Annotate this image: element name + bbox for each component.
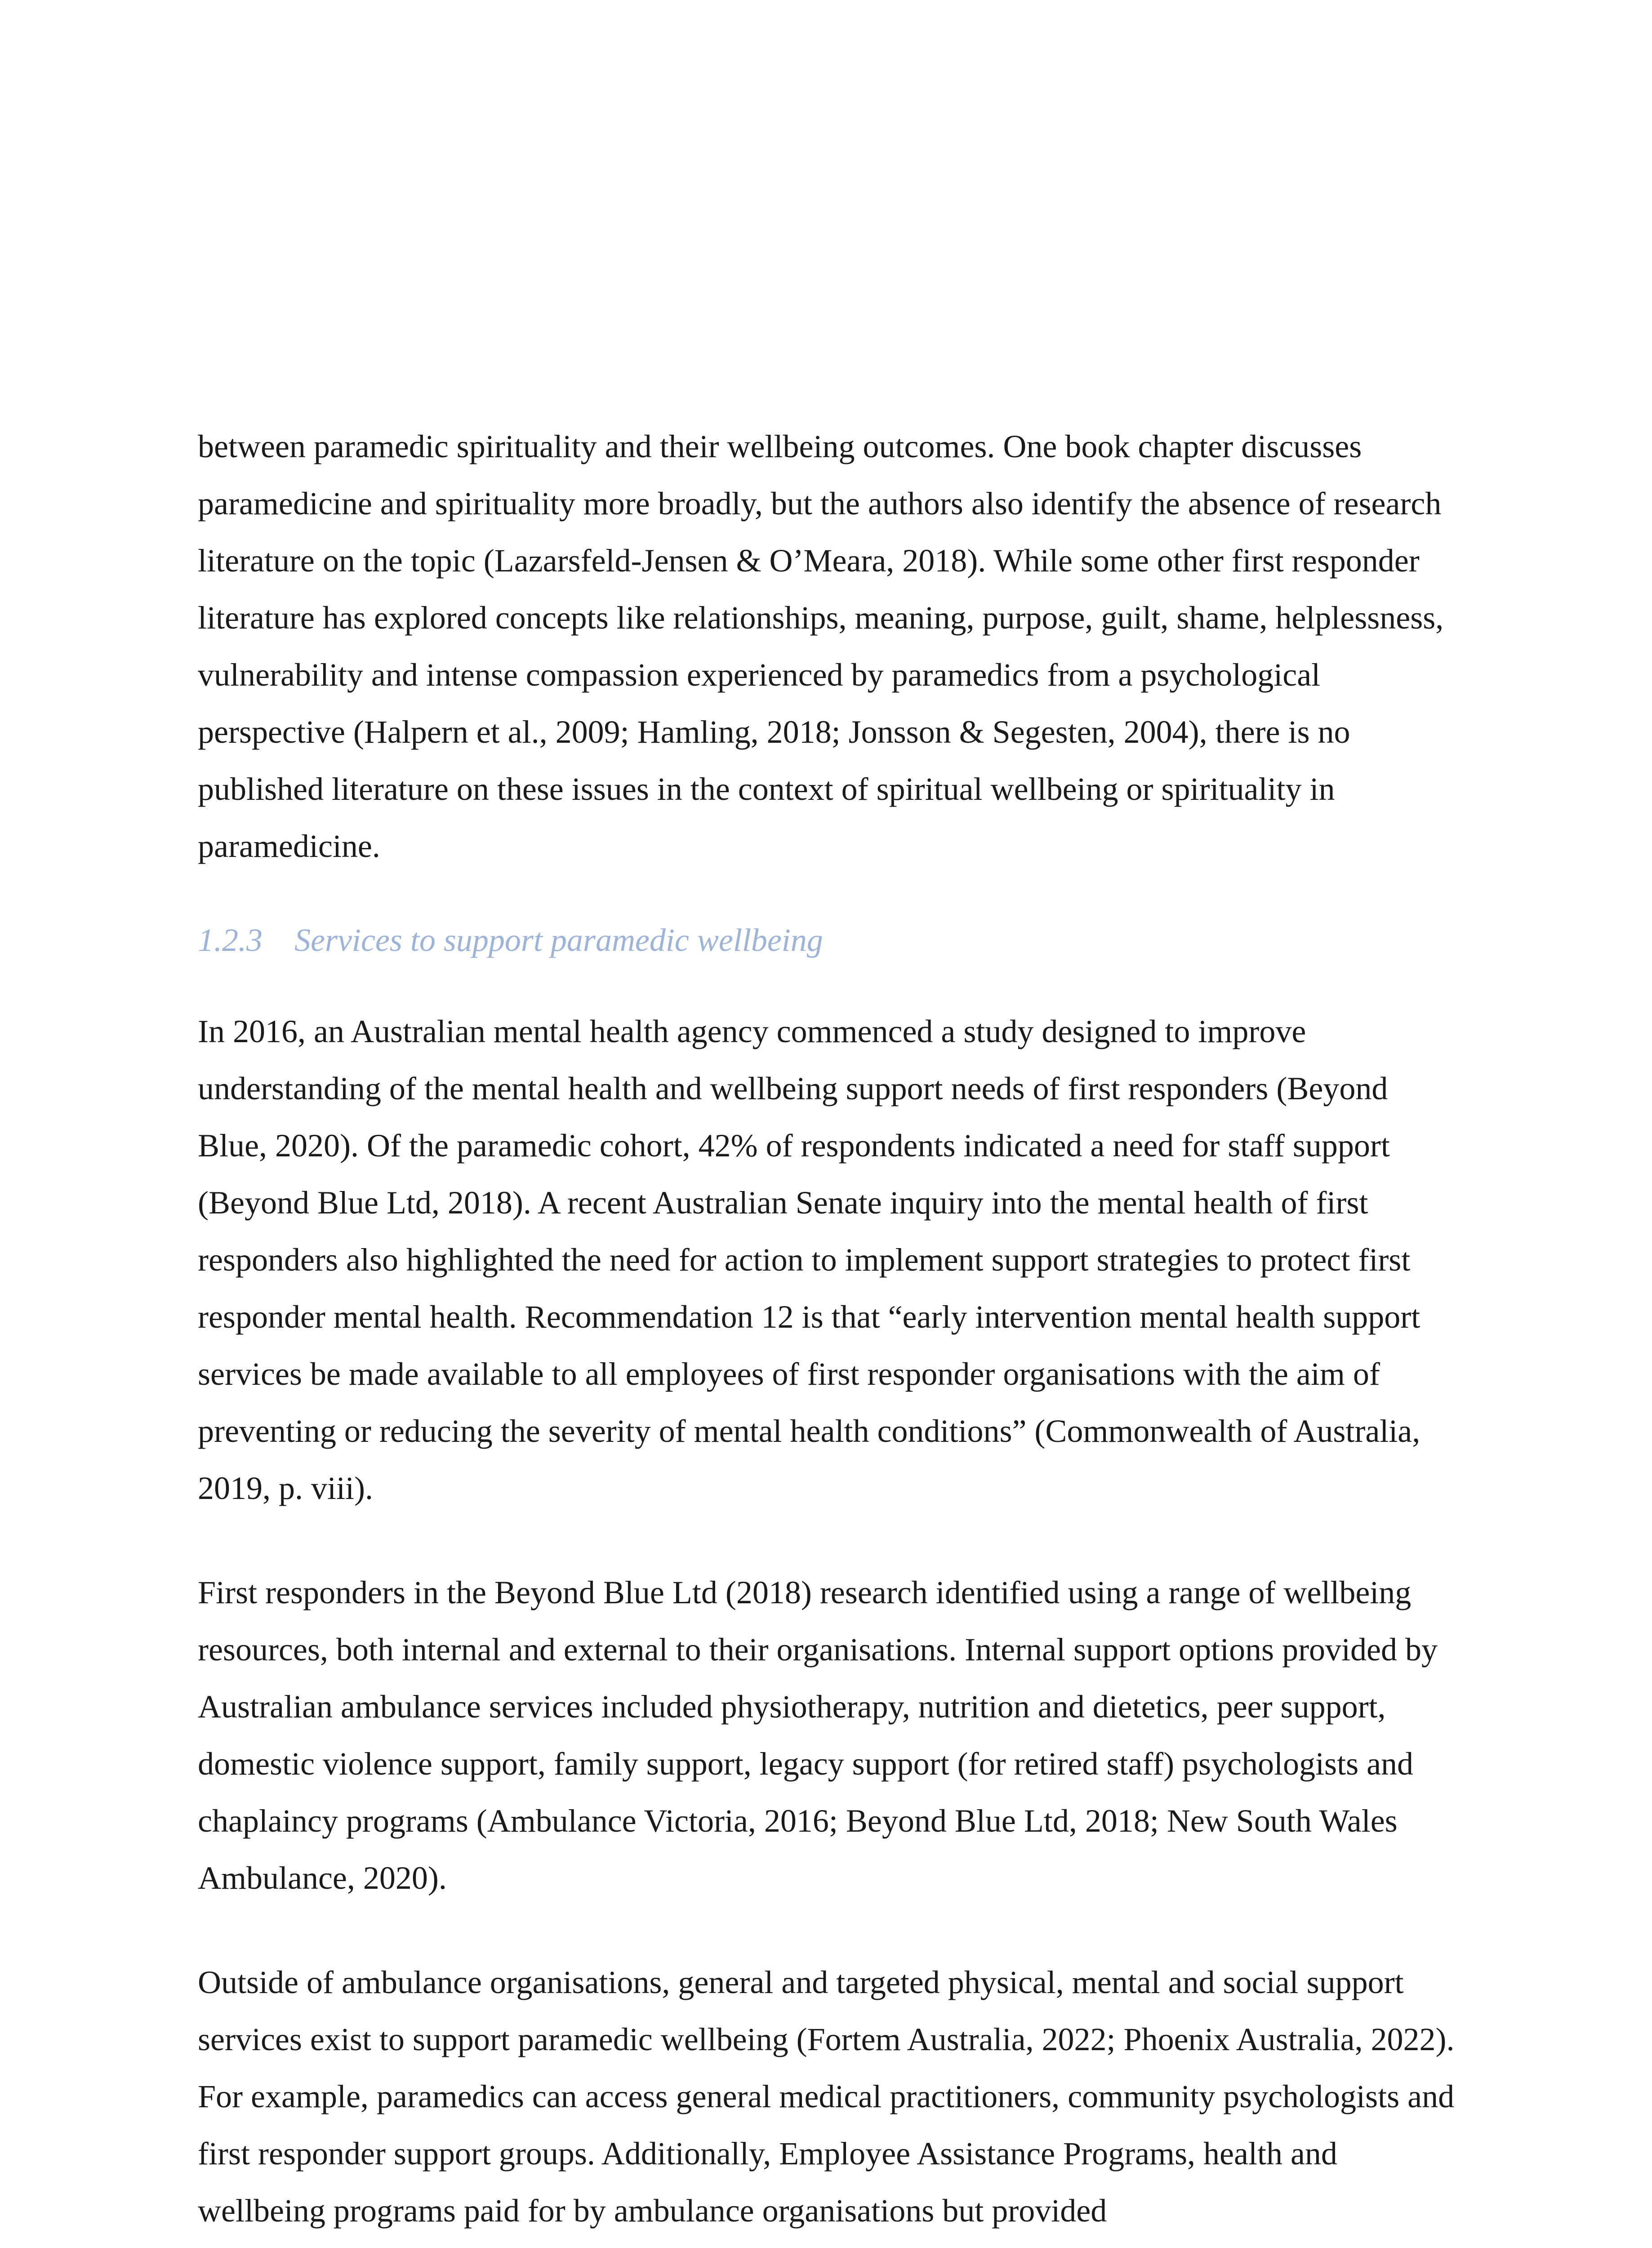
body-paragraph-external-services: Outside of ambulance organisations, general and targeted physical, mental and social support services exist to support paramedic wellbeing (Fortem Australia, 2022; Phoenix Australia, 2022). For example, paramedics can access general medical practitioners, community psychologists and first responder support groups. Additionally, Employee Assistance Programs, health and wellbeing programs paid for by ambulance organisations but provided [198,1964,1455,2229]
section-number: 1.2.3 [198,922,263,958]
body-paragraph-support-resources: First responders in the Beyond Blue Ltd (2018) research identified using a range of wellbeing resources, both internal and external to their organisations. Internal support options provided by Australian ambulance services included physiotherapy, nutrition and dietetics, peer support, domestic violence support, family support, legacy support (for retired staff) psychologists and chaplaincy programs (Ambulance Victoria, 2016; Beyond Blue Ltd, 2018; New South Wales Ambulance, 2020). [198,1574,1438,1896]
section-title: Services to support paramedic wellbeing [294,922,823,958]
page-body [198,418,1456,2239]
section-heading [198,915,1456,965]
body-paragraph-mental-health-study: In 2016, an Australian mental health agency commenced a study designed to improve understanding of the mental health and wellbeing support needs of first responders (Beyond Blue, 2020). Of the paramedic cohort, 42% of respondents indicated a need for staff support (Beyond Blue Ltd, 2018). A recent Australian Senate inquiry into the mental health of first responders also highlighted the need for action to implement support strategies to protect first responder mental health. Recommendation 12 is that “early intervention mental health support services be made available to all employees of first responder organisations with the aim of preventing or reducing the severity of mental health conditions” (Commonwealth of Australia, 2019, p. viii). [198,1013,1420,1506]
body-paragraph-spirituality: between paramedic spirituality and their wellbeing outcomes. One book chapter discusses paramedicine and spirituality more broadly, but the authors also identify the absence of research literature on the topic (Lazarsfeld-Jensen & O’Meara, 2018). While some other first responder literature has explored concepts like relationships, meaning, purpose, guilt, shame, helplessness, vulnerability and intense compassion experienced by paramedics from a psychological perspective (Halpern et al., 2009; Hamling, 2018; Jonsson & Segesten, 2004), there is no published literature on these issues in the context of spiritual wellbeing or spirituality in paramedicine. [198,428,1444,864]
